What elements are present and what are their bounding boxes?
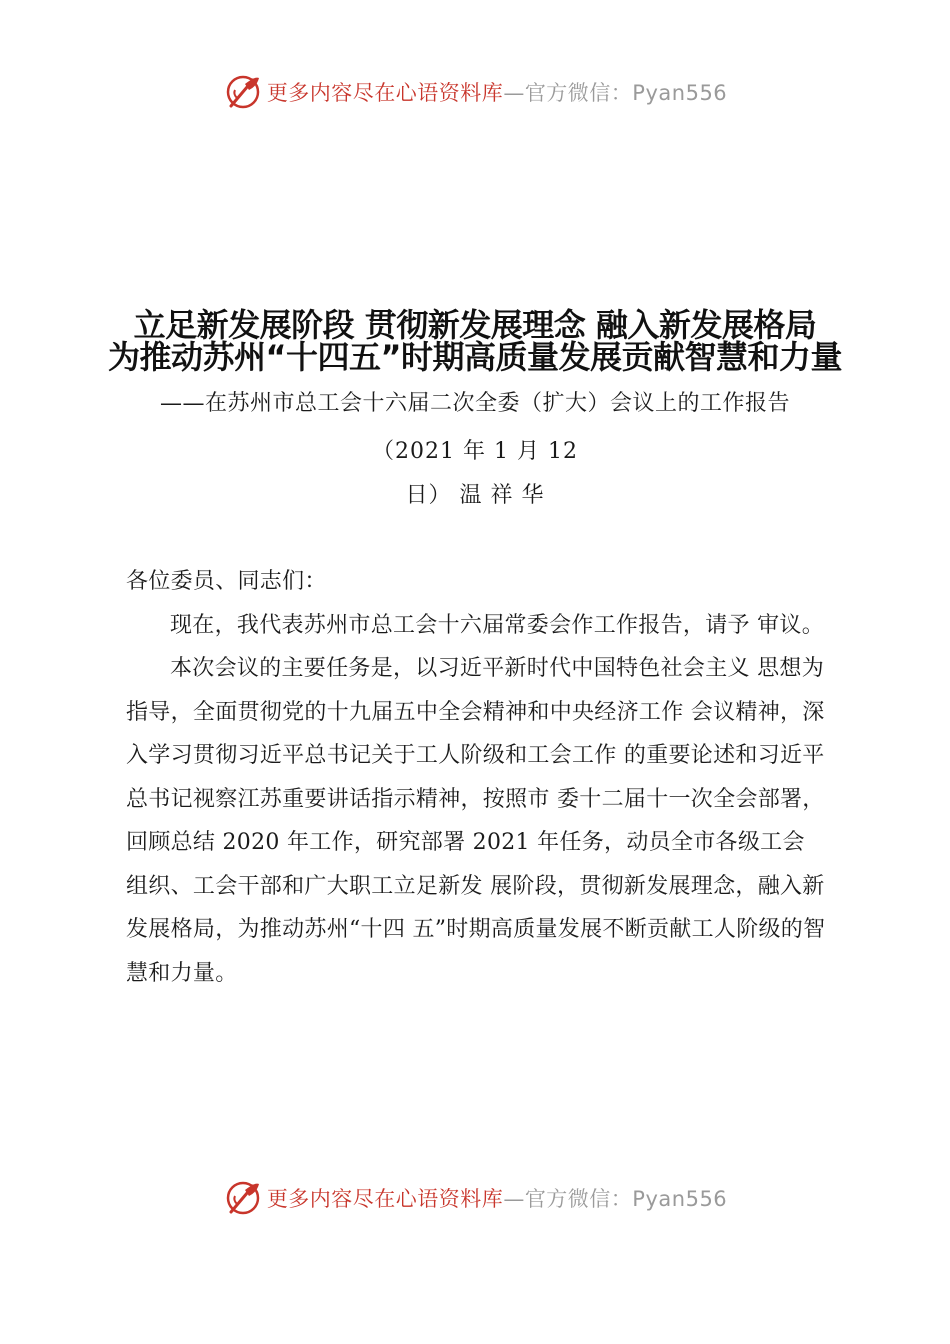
paragraph-1: 现在，我代表苏州市总工会十六届常委会作工作报告，请予 审议。: [170, 612, 824, 638]
date-line-2: 日） 温 祥 华: [405, 483, 545, 508]
subtitle: ——在苏州市总工会十六届二次全委（扩大）会议上的工作报告: [159, 391, 790, 416]
paragraph-2: 本次会议的主要任务是，以习近平新时代中国特色社会主义 思想为指导，全面贯彻党的十九届五中全会精神和中央经济工作 会议精神，深入学习贯彻习近平总书记关于工人阶级和工会工作 的重要论述和习近平总书记视察江苏重要讲话指示精神，按照市 委十二届十一次全会部署，回顾总结 2020 年工作，研究部署 2021 年任务，动员全市各级工会组织、工会干部和广大职工立足新发 展阶段，贯彻新发展理念，融入新发展格局，为推动苏州“十四 五”时期高质量发展不断贡献工人阶级的智慧和力量。: [126, 656, 826, 986]
salutation: 各位委员、同志们：: [126, 569, 327, 594]
banner-library-text: 更多内容尽在心语资料库: [266, 81, 504, 105]
footer-banner: [0, 1176, 950, 1220]
title-line-1: 立足新发展阶段 贯彻新发展理念 融入新发展格局: [133, 306, 817, 344]
quill-logo-icon: [223, 1178, 263, 1218]
header-banner: [0, 70, 950, 114]
quill-logo-icon: [223, 72, 263, 112]
title-line-2: 为推动苏州“十四五”时期高质量发展贡献智慧和力量: [107, 338, 843, 376]
report-body: [126, 560, 826, 995]
banner-library-text: 更多内容尽在心语资料库: [266, 1187, 504, 1211]
date-line-1: （2021 年 1 月 12: [372, 439, 578, 464]
banner-wechat-text: —官方微信：Pyan556: [503, 81, 728, 105]
banner-wechat-text: —官方微信：Pyan556: [503, 1187, 728, 1211]
